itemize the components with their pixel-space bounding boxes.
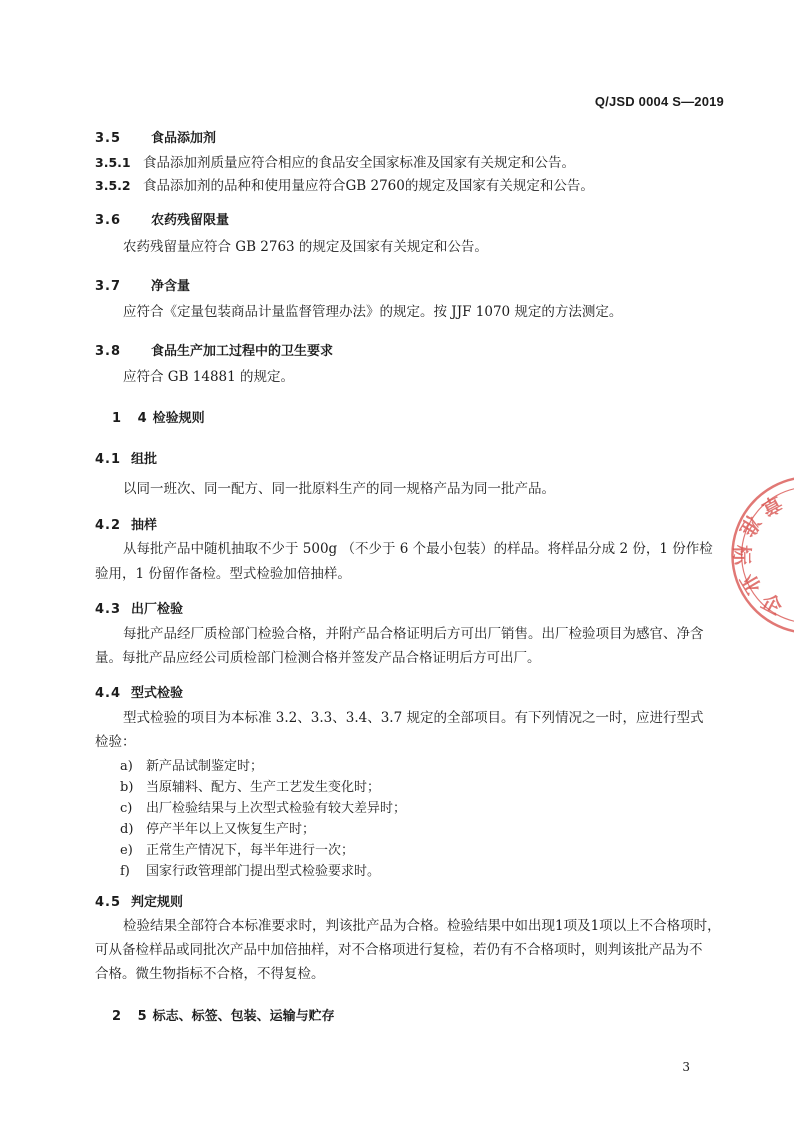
seal-character: 准 (734, 511, 766, 541)
list-marker: a) (120, 759, 133, 774)
list-text: 新产品试制鉴定时； (146, 759, 264, 774)
section-number: 4.1 (95, 452, 122, 467)
chapter-number: 1 4 (112, 411, 153, 426)
section-4-5-line-2: 可从备检样品或同批次产品中加倍抽样，对不合格项进行复检，若仍有不合格项时，则判该批产品为不 (95, 942, 703, 958)
list-item (120, 820, 315, 840)
section-3-6-heading (95, 209, 229, 228)
clause-3-5-2 (95, 175, 594, 197)
page-number: 3 (682, 1060, 690, 1074)
list-marker: c) (120, 801, 133, 816)
section-title: 组批 (131, 452, 158, 467)
section-4-1-heading (95, 448, 157, 467)
section-number: 4.4 (95, 686, 122, 701)
section-number: 3.5 (95, 131, 122, 146)
section-number: 4.5 (95, 895, 122, 910)
section-number: 3.6 (95, 213, 122, 228)
clause-text: 食品添加剂质量应符合相应的食品安全国家标准及国家有关规定和公告。 (143, 155, 575, 171)
clause-text: 食品添加剂的品种和使用量应符合GB 2760的规定及国家有关规定和公告。 (143, 178, 594, 194)
list-marker: d) (120, 822, 134, 837)
chapter-5-heading (112, 1005, 335, 1024)
section-4-4-line-2: 检验： (95, 734, 136, 750)
section-4-4-heading (95, 682, 183, 701)
seal-character: 章 (757, 490, 787, 521)
section-title: 食品添加剂 (151, 131, 217, 146)
section-4-5-line-3: 合格。微生物指标不合格，不得复检。 (95, 966, 325, 982)
list-marker: b) (120, 780, 134, 795)
section-4-5-line-1: 检验结果全部符合本标准要求时，判该批产品为合格。检验结果中如出现1项及1项以上不合格项时， (123, 918, 721, 934)
clause-number: 3.5.2 (95, 178, 131, 193)
list-text: 当原辅料、配方、生产工艺发生变化时； (146, 780, 381, 795)
section-4-3-heading (95, 598, 183, 617)
section-title: 出厂检验 (131, 602, 184, 617)
list-item (120, 862, 380, 882)
section-3-7-heading (95, 275, 190, 294)
seal-character: 标 (730, 545, 754, 565)
list-marker: f) (120, 864, 130, 879)
section-number: 4.3 (95, 602, 122, 617)
section-title: 抽样 (131, 518, 158, 533)
clause-3-5-1 (95, 152, 575, 174)
chapter-title: 标志、标签、包装、运输与贮存 (152, 1009, 335, 1024)
section-3-7-body: 应符合《定量包装商品计量监督管理办法》的规定。按 JJF 1070 规定的方法测定。 (123, 304, 623, 320)
list-marker: e) (120, 843, 133, 858)
section-title: 判定规则 (131, 895, 184, 910)
section-4-2-line-1: 从每批产品中随机抽取不少于 500g （不少于 6 个最小包装）的样品。将样品分成 2 份，1 份作检 (123, 541, 713, 557)
section-4-2-line-2: 验用，1 份留作备检。型式检验加倍抽样。 (95, 566, 351, 582)
list-item (120, 778, 380, 798)
section-title: 食品生产加工过程中的卫生要求 (151, 344, 334, 359)
section-3-8-body: 应符合 GB 14881 的规定。 (123, 369, 295, 385)
section-4-1-body: 以同一班次、同一配方、同一批原料生产的同一规格产品为同一批产品。 (123, 481, 555, 497)
section-3-5-heading (95, 127, 216, 146)
list-text: 正常生产情况下，每半年进行一次； (146, 843, 355, 858)
chapter-title: 检验规则 (152, 411, 205, 426)
standard-number: Q/JSD 0004 S—2019 (594, 94, 724, 109)
seal-character: 企 (757, 589, 787, 620)
list-text: 出厂检验结果与上次型式检验有较大差异时； (146, 801, 407, 816)
section-4-3-line-2: 量。每批产品应经公司质检部门检测合格并签发产品合格证明后方可出厂。 (95, 650, 541, 666)
section-number: 4.2 (95, 518, 122, 533)
list-item (120, 841, 354, 861)
section-number: 3.7 (95, 279, 122, 294)
section-4-3-line-1: 每批产品经厂质检部门检验合格，并附产品合格证明后方可出厂销售。出厂检验项目为感官、净含 (123, 626, 704, 642)
section-4-5-heading (95, 891, 183, 910)
section-3-6-body: 农药残留量应符合 GB 2763 的规定及国家有关规定和公告。 (123, 239, 488, 255)
company-seal-stamp (728, 470, 794, 640)
section-title: 农药残留限量 (151, 213, 230, 228)
clause-number: 3.5.1 (95, 155, 131, 170)
list-item (120, 757, 263, 777)
section-number: 3.8 (95, 344, 122, 359)
section-4-2-heading (95, 514, 157, 533)
list-text: 停产半年以上又恢复生产时； (146, 822, 316, 837)
chapter-4-heading (112, 407, 205, 426)
section-title: 净含量 (151, 279, 191, 294)
section-3-8-heading (95, 340, 333, 359)
list-text: 国家行政管理部门提出型式检验要求时。 (146, 864, 381, 879)
section-4-4-line-1: 型式检验的项目为本标准 3.2、3.3、3.4、3.7 规定的全部项目。有下列情况之一时，应进行型式 (123, 710, 704, 726)
list-item (120, 799, 406, 819)
seal-character: 业 (734, 569, 766, 599)
section-title: 型式检验 (131, 686, 184, 701)
chapter-number: 2 5 (112, 1009, 153, 1024)
